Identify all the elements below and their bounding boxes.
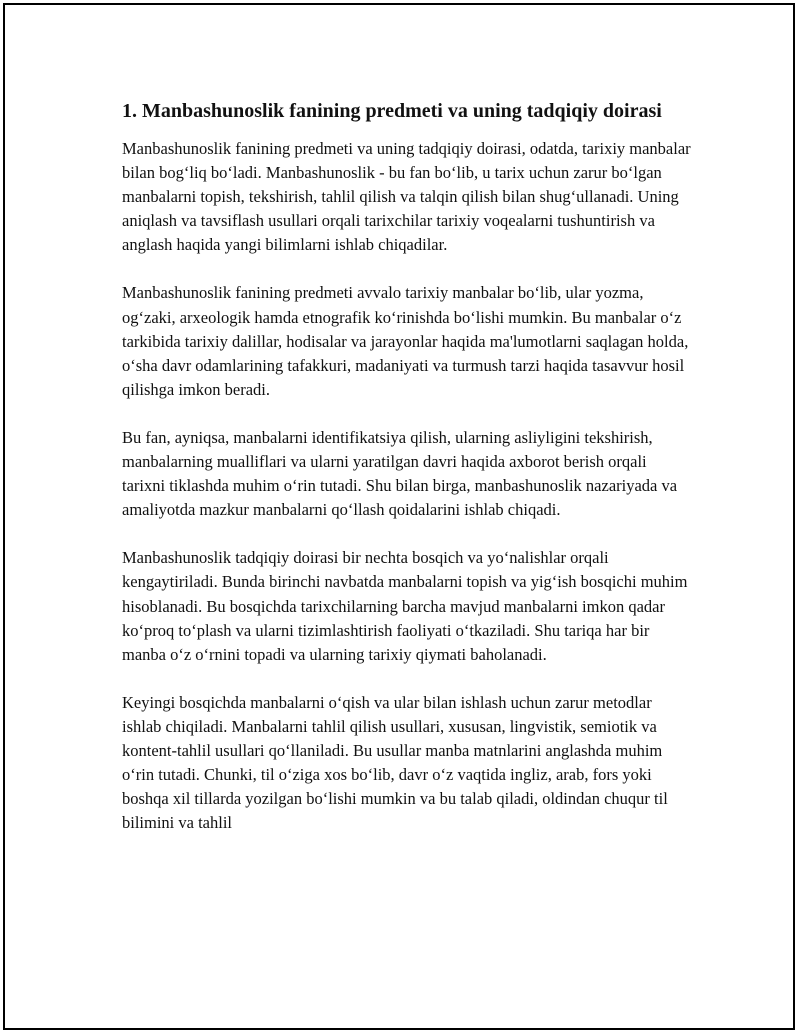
paragraph-3: Bu fan, ayniqsa, manbalarni identifikatsiya qilish, ularning asliyligini tekshirish, manbalarning mualliflari va ularni yaratilgan davri haqida axborot berish orqali tarixni tiklashda muhim o‘rin tutadi. Shu bilan birga, manbashunoslik nazariyada va amaliyotda mazkur manbalarni qo‘llash qoidalarini ishlab chiqadi.	[122, 427, 678, 520]
section-heading: 1. Manbashunoslik fanining predmeti va uning tadqiqiy doirasi	[122, 100, 662, 122]
paragraph-5: Keyingi bosqichda manbalarni o‘qish va ular bilan ishlash uchun zarur metodlar ishlab chiqiladi. Manbalarni tahlil qilish usullari, xususan, lingvistik, semiotik va kontent-tahlil usullari qo‘llaniladi. Bu usullar manba matnlarini anglashda muhim o‘rin tutadi. Chunki, til o‘ziga xos bo‘lib, davr o‘z vaqtida ingliz, arab, fors yoki boshqa xil tillarda yozilgan bo‘lishi mumkin va bu talab qiladi, oldindan chuqur til bilimini va tahlil	[122, 692, 668, 833]
paragraph-4: Manbashunoslik tadqiqiy doirasi bir nechta bosqich va yo‘nalishlar orqali kengaytiriladi. Bunda birinchi navbatda manbalarni topish va yig‘ish bosqichi muhim hisoblanadi. Bu bosqichda tarixchilarning barcha mavjud manbalarni imkon qadar ko‘proq to‘plash va ularni tizimlashtirish faoliyati o‘tkaziladi. Shu tariqa har bir manba o‘z o‘rnini topadi va ularning tarixiy qiymati baholanadi.	[122, 548, 688, 664]
paragraph-1: Manbashunoslik fanining predmeti va uning tadqiqiy doirasi, odatda, tarixiy manbalar bilan bog‘liq bo‘ladi. Manbashunoslik - bu fan bo‘lib, u tarix uchun zarur bo‘lgan manbalarni topish, tekshirish, tahlil qilish va talqin qilish bilan shug‘ullanadi. Uning aniqlash va tavsiflash usullari orqali tarixchilar tarixiy voqealarni tushuntirish va anglash haqida yangi bilimlarni ishlab chiqadilar.	[122, 139, 691, 255]
document-content	[122, 97, 692, 859]
page-frame	[3, 3, 795, 1030]
paragraph-2: Manbashunoslik fanining predmeti avvalo tarixiy manbalar bo‘lib, ular yozma, og‘zaki, arxeologik hamda etnografik ko‘rinishda bo‘lishi mumkin. Bu manbalar o‘z tarkibida tarixiy dalillar, hodisalar va jarayonlar haqida ma'lumotlarni saqlagan holda, o‘sha davr odamlarining tafakkuri, madaniyati va turmush tarzi haqida tasavvur hosil qilishga imkon beradi.	[122, 283, 689, 399]
